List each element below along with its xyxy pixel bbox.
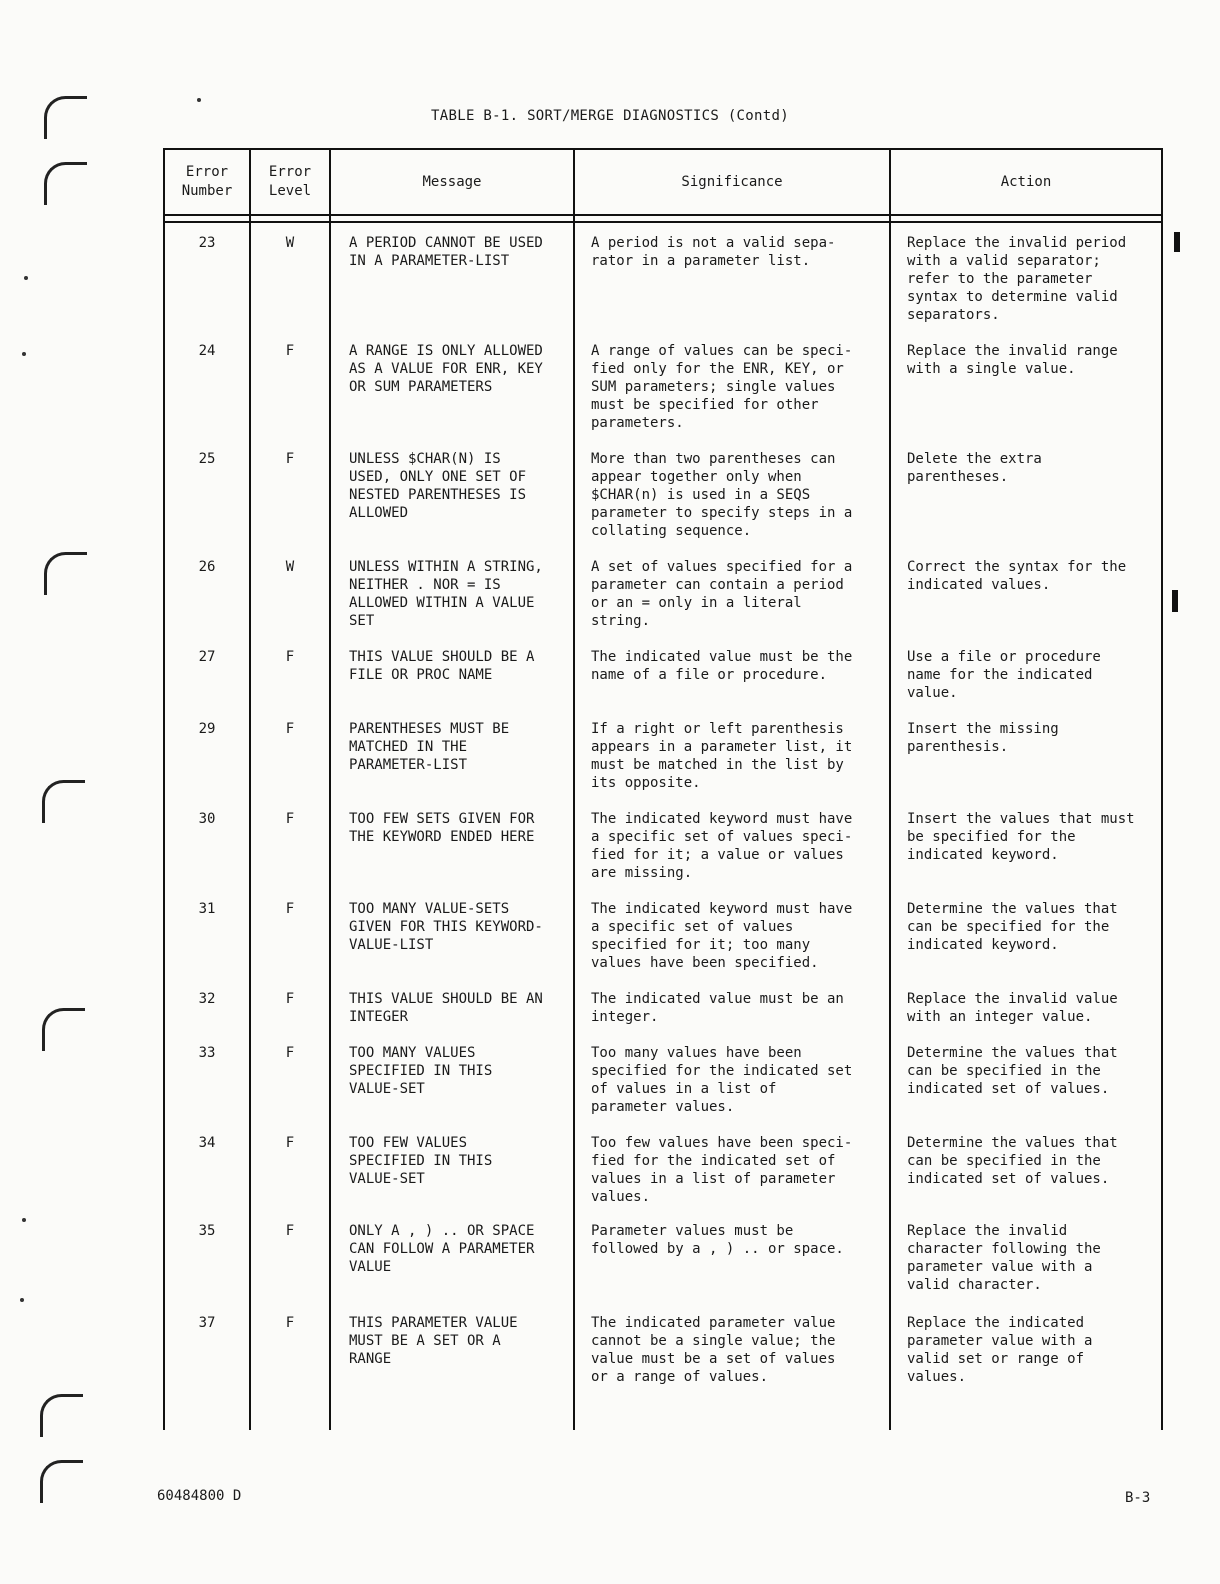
significance-cell: The indicated value must be an integer. xyxy=(591,991,844,1025)
message-cell: THIS VALUE SHOULD BE AN INTEGER xyxy=(349,991,543,1025)
table-title: TABLE B-1. SORT/MERGE DIAGNOSTICS (Contd) xyxy=(431,108,789,124)
header-error-level: Error Level xyxy=(268,164,312,199)
speck xyxy=(20,1298,24,1302)
error-level-cell: F xyxy=(285,343,295,359)
column-divider xyxy=(573,150,575,1430)
punch-hole-mark xyxy=(40,1460,83,1503)
significance-cell: More than two parentheses can appear together only when $CHAR(n) is used in a SEQS parameter to specify steps in a collating sequence. xyxy=(591,451,853,539)
message-cell: TOO FEW VALUES SPECIFIED IN THIS VALUE-SET xyxy=(349,1135,493,1187)
significance-cell: The indicated value must be the name of a file or procedure. xyxy=(591,649,853,683)
significance-cell: The indicated keyword must have a specific set of values speci- fied for it; a value or values are missing. xyxy=(591,811,853,881)
error-level-cell: F xyxy=(285,1045,295,1061)
significance-cell: The indicated parameter value cannot be a single value; the value must be a set of values or a range of values. xyxy=(591,1315,836,1385)
message-cell: UNLESS $CHAR(N) IS USED, ONLY ONE SET OF NESTED PARENTHESES IS ALLOWED xyxy=(349,451,527,521)
message-cell: ONLY A , ) .. OR SPACE CAN FOLLOW A PARAMETER VALUE xyxy=(349,1223,535,1275)
header-rule xyxy=(165,214,1161,216)
error-level-cell: F xyxy=(285,451,295,467)
action-cell: Correct the syntax for the indicated values. xyxy=(907,559,1127,593)
message-cell: THIS PARAMETER VALUE MUST BE A SET OR A RANGE xyxy=(349,1315,518,1367)
action-cell: Replace the invalid value with an integer value. xyxy=(907,991,1118,1025)
message-cell: TOO MANY VALUE-SETS GIVEN FOR THIS KEYWORD- VALUE-LIST xyxy=(349,901,543,953)
error-number-cell: 31 xyxy=(198,901,216,917)
punch-hole-mark xyxy=(42,780,85,823)
error-level-cell: F xyxy=(285,1223,295,1239)
column-divider xyxy=(329,150,331,1430)
error-level-cell: F xyxy=(285,1135,295,1151)
header-error-number: Error Number xyxy=(181,164,233,199)
action-cell: Determine the values that can be specified in the indicated set of values. xyxy=(907,1045,1118,1097)
error-number-cell: 35 xyxy=(198,1223,216,1239)
action-cell: Use a file or procedure name for the indicated value. xyxy=(907,649,1101,701)
error-level-cell: F xyxy=(285,811,295,827)
error-number-cell: 32 xyxy=(198,991,216,1007)
error-level-cell: F xyxy=(285,649,295,665)
significance-cell: Parameter values must be followed by a , ) .. or space. xyxy=(591,1223,844,1257)
error-level-cell: W xyxy=(285,559,295,575)
message-cell: THIS VALUE SHOULD BE A FILE OR PROC NAME xyxy=(349,649,535,683)
action-cell: Replace the indicated parameter value with a valid set or range of values. xyxy=(907,1315,1093,1385)
punch-hole-mark xyxy=(44,162,87,205)
header-significance: Significance xyxy=(681,173,783,190)
significance-cell: A range of values can be speci- fied only for the ENR, KEY, or SUM parameters; single values must be specified for other parameters. xyxy=(591,343,853,431)
action-cell: Insert the values that must be specified for the indicated keyword. xyxy=(907,811,1135,863)
error-number-cell: 33 xyxy=(198,1045,216,1061)
speck xyxy=(22,1218,26,1222)
speck xyxy=(22,352,26,356)
header-action: Action xyxy=(1000,173,1052,190)
significance-cell: If a right or left parenthesis appears in a parameter list, it must be matched in the list by its opposite. xyxy=(591,721,853,791)
action-cell: Insert the missing parenthesis. xyxy=(907,721,1059,755)
message-cell: A PERIOD CANNOT BE USED IN A PARAMETER-LIST xyxy=(349,235,543,269)
speck xyxy=(197,98,201,102)
error-number-cell: 24 xyxy=(198,343,216,359)
document-number: 60484800 D xyxy=(157,1488,242,1504)
change-bar xyxy=(1172,590,1178,612)
action-cell: Replace the invalid period with a valid separator; refer to the parameter syntax to determine valid separators. xyxy=(907,235,1127,323)
speck xyxy=(24,276,28,280)
error-number-cell: 34 xyxy=(198,1135,216,1151)
diagnostics-table xyxy=(163,148,1163,1430)
error-level-cell: F xyxy=(285,1315,295,1331)
column-divider xyxy=(889,150,891,1430)
punch-hole-mark xyxy=(42,1008,85,1051)
error-number-cell: 29 xyxy=(198,721,216,737)
message-cell: TOO MANY VALUES SPECIFIED IN THIS VALUE-SET xyxy=(349,1045,493,1097)
action-cell: Replace the invalid character following the parameter value with a valid character. xyxy=(907,1223,1101,1293)
page-number: B-3 xyxy=(1125,1490,1151,1506)
message-cell: A RANGE IS ONLY ALLOWED AS A VALUE FOR ENR, KEY OR SUM PARAMETERS xyxy=(349,343,543,395)
action-cell: Delete the extra parentheses. xyxy=(907,451,1042,485)
error-number-cell: 37 xyxy=(198,1315,216,1331)
punch-hole-mark xyxy=(40,1394,83,1437)
significance-cell: A period is not a valid sepa- rator in a parameter list. xyxy=(591,235,836,269)
message-cell: UNLESS WITHIN A STRING, NEITHER . NOR = IS ALLOWED WITHIN A VALUE SET xyxy=(349,559,543,629)
punch-hole-mark xyxy=(44,552,87,595)
error-level-cell: W xyxy=(285,235,295,251)
message-cell: PARENTHESES MUST BE MATCHED IN THE PARAMETER-LIST xyxy=(349,721,510,773)
error-number-cell: 23 xyxy=(198,235,216,251)
message-cell: TOO FEW SETS GIVEN FOR THE KEYWORD ENDED HERE xyxy=(349,811,535,845)
error-number-cell: 25 xyxy=(198,451,216,467)
header-message: Message xyxy=(422,173,482,190)
error-number-cell: 26 xyxy=(198,559,216,575)
significance-cell: Too many values have been specified for the indicated set of values in a list of parameter values. xyxy=(591,1045,853,1115)
significance-cell: A set of values specified for a parameter can contain a period or an = only in a literal string. xyxy=(591,559,853,629)
change-bar xyxy=(1174,232,1180,252)
header-rule xyxy=(165,221,1161,223)
error-level-cell: F xyxy=(285,901,295,917)
error-number-cell: 27 xyxy=(198,649,216,665)
action-cell: Determine the values that can be specified in the indicated set of values. xyxy=(907,1135,1118,1187)
significance-cell: Too few values have been speci- fied for the indicated set of values in a list of parameter values. xyxy=(591,1135,853,1205)
action-cell: Determine the values that can be specified for the indicated keyword. xyxy=(907,901,1118,953)
action-cell: Replace the invalid range with a single value. xyxy=(907,343,1118,377)
error-number-cell: 30 xyxy=(198,811,216,827)
error-level-cell: F xyxy=(285,991,295,1007)
significance-cell: The indicated keyword must have a specific set of values specified for it; too many values have been specified. xyxy=(591,901,853,971)
table-header xyxy=(165,150,1161,218)
error-level-cell: F xyxy=(285,721,295,737)
